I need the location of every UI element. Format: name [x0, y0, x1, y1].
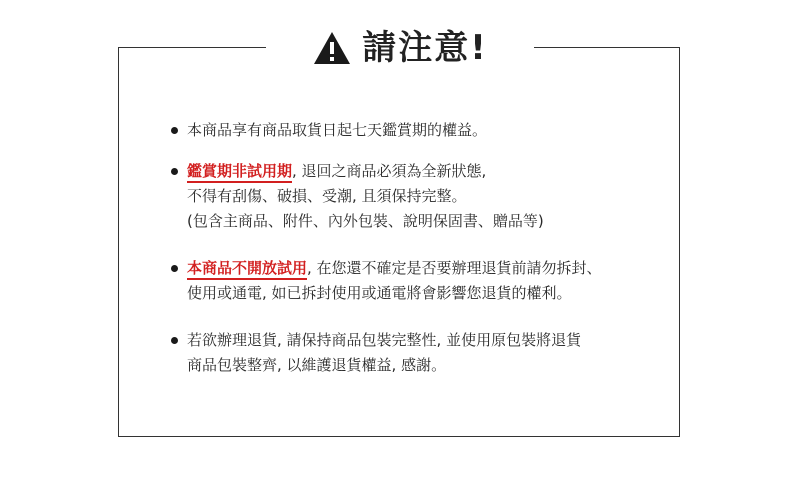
notice-line: (包含主商品、附件、內外包裝、說明保固書、贈品等) [187, 212, 544, 230]
title-text: 請注意! [362, 28, 488, 68]
notice-item-no-trial [171, 256, 659, 306]
notice-text [187, 118, 659, 143]
notice-line: 商品包裝整齊, 以維護退貨權益, 感謝。 [187, 356, 447, 374]
highlight-text: 鑑賞期非試用期 [187, 162, 292, 183]
notice-title [266, 24, 534, 72]
notice-line: 若欲辦理退貨, 請保持商品包裝完整性, 並使用原包裝將退貨 [187, 331, 582, 349]
notice-text [187, 256, 659, 306]
notice-item-return-packaging [171, 328, 659, 378]
notice-line: 使用或通電, 如已拆封使用或通電將會影響您退貨的權利。 [187, 284, 572, 302]
notice-line-rest: , 在您還不確定是否要辦理退貨前請勿拆封、 [307, 259, 602, 277]
notice-box [118, 47, 680, 437]
notice-text [187, 159, 659, 234]
notice-line-rest: , 退回之商品必須為全新狀態, [292, 162, 487, 180]
bullet-icon [171, 337, 178, 344]
notice-item-viewing-period [171, 118, 659, 143]
warning-triangle-icon [312, 30, 352, 66]
notice-line: 本商品享有商品取貨日起七天鑑賞期的權益。 [187, 121, 488, 139]
notice-line [187, 256, 659, 281]
notice-line [187, 159, 659, 184]
notice-list [119, 48, 679, 436]
bullet-icon [171, 265, 178, 272]
notice-line: 不得有刮傷、破損、受潮, 且須保持完整。 [187, 187, 467, 205]
notice-text [187, 328, 659, 378]
bullet-icon [171, 127, 178, 134]
notice-item-not-trial [171, 159, 659, 234]
bullet-icon [171, 168, 178, 175]
highlight-text: 本商品不開放試用 [187, 259, 307, 280]
